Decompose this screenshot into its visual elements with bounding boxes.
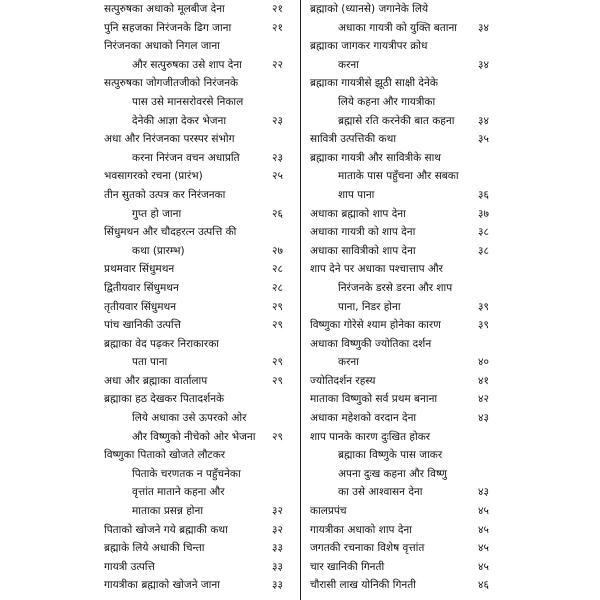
entry-title: ब्रह्मासे रति करनेकी बात कहना [338,114,455,127]
index-entry [310,37,500,56]
entry-page-number: ४५ [478,560,489,573]
entry-title: चार खानिकी गिनती [310,560,385,573]
entry-title: ब्रह्माके लिये अधाकी चिन्ता [104,542,205,555]
index-entry [104,260,294,279]
index-entry [310,446,500,465]
entry-title: ब्रह्माका जागकर गायत्रीपर क्रोध [310,40,428,53]
index-entry [104,74,294,93]
index-entry [310,409,500,428]
index-entry [310,167,500,186]
entry-page-number: २१ [272,3,283,15]
entry-title: विष्णुका गोरेसे श्याम होनेका कारण [310,319,441,332]
index-entry [104,465,294,484]
entry-title: निरंजनका अधाको निगल जाना [104,40,220,53]
index-entry [310,0,500,19]
index-entry [104,37,294,56]
entry-title: द्वितीयवार सिंधुमथन [104,281,179,294]
entry-page-number: २९ [272,430,283,443]
index-entry [104,167,294,186]
index-entry [310,521,500,540]
entry-title: करना [338,356,359,369]
entry-page-number: ३३ [272,560,283,573]
entry-title: करना निरंजन वचन अधाप्रति [132,151,240,164]
entry-title: अपना दुःख कहना और विष्णु [338,467,447,480]
index-entry [104,446,294,465]
index-entry [310,558,500,577]
index-entry [104,521,294,540]
entry-title: कालप्रपंच [310,505,347,518]
index-entry [310,335,500,354]
entry-title: अधाका महेशको वरदान देना [310,412,417,425]
entry-page-number: २८ [272,281,283,294]
entry-title: कथा (प्रारम्भ) [132,244,185,257]
entry-page-number: ३४ [478,114,489,127]
entry-title: गायत्रीका अधाको शाप देना [310,523,412,536]
index-entry [104,279,294,298]
index-entry [104,130,294,149]
entry-page-number: २८ [272,263,283,276]
entry-title: भवसागरको रचना (प्रारंभ) [104,170,203,183]
entry-title: वृत्तांत माताने कहना और [132,486,225,499]
index-entry [104,409,294,428]
entry-title: सत्पुरुषका जोगजीतजीको निरंजनके [104,77,239,90]
entry-title: शाप देने पर अधाका पश्चात्ताप और [310,263,443,276]
entry-title: अधाका गायत्री को शाप देना [310,226,416,239]
index-entry [310,205,500,224]
entry-title: लिये अधाका उसे ऊपरको ओर [132,412,247,425]
entry-page-number: २९ [272,300,283,313]
entry-title: पिताको खोजने गये ब्रह्माकी कथा [104,523,228,536]
entry-page-number: २९ [272,374,283,387]
entry-title: शाप पानके कारण दुःखित होकर [310,430,431,443]
entry-page-number: ४२ [478,393,489,406]
entry-title: अधा और निरंजनका परस्पर संभोग [104,133,235,146]
index-entry [104,242,294,261]
entry-page-number: ४३ [478,486,489,499]
index-entry [104,576,294,595]
index-entry [310,186,500,205]
entry-page-number: ४५ [478,523,489,536]
index-entry [104,502,294,521]
entry-title: पांच खानिकी उत्पत्ति [104,319,181,332]
index-entry [310,223,500,242]
entry-title: विष्णुका पिताको खोजते लौटकर [104,449,226,462]
entry-page-number: ३७ [478,207,489,220]
index-entry [104,390,294,409]
entry-title: माताका प्रसन्न होना [132,505,204,518]
index-entry [310,576,500,595]
index-entry [310,242,500,261]
entry-title: ब्रह्माको (ध्यानसे) जगानेके लिये [310,3,429,15]
index-entry [310,372,500,391]
right-index-column [310,0,500,600]
entry-page-number: ४० [478,356,489,369]
entry-page-number: ४६ [478,579,489,592]
entry-title: सावित्री उत्पत्तिकी कथा [310,133,397,146]
entry-title: तीन सुतको उत्पत्र कर निरंजनका [104,188,226,201]
entry-title: प्रथमवार सिंधुमथन [104,263,175,276]
index-entry [310,539,500,558]
entry-title: ब्रह्माका विष्णुके पास जाकर [338,449,443,462]
index-entry [104,0,294,19]
index-entry [104,56,294,75]
entry-page-number: २३ [272,151,283,164]
index-entry [104,205,294,224]
entry-title: माताके पास पहुँचना और सबका [338,170,459,183]
entry-title: का उसे आश्वासन देना [338,486,423,499]
entry-page-number: ३५ [478,133,489,146]
index-entry [104,112,294,131]
entry-page-number: २७ [272,244,283,257]
entry-title: पास उसे मानसरोवरसे निकाल [132,95,244,108]
entry-title: पता पाना [132,356,168,369]
entry-title: पिताके चरणतक न पहुँचनेका [132,467,241,480]
entry-title: शाप पाना [338,188,375,201]
index-entry [310,316,500,335]
index-entry [104,483,294,502]
entry-title: निरंजनके डरसे डरना और शाप [338,281,453,294]
entry-page-number: २१ [272,21,283,34]
index-entry [310,483,500,502]
index-entry [310,112,500,131]
entry-page-number: २५ [272,170,283,183]
entry-title: अधा और ब्रह्माका वार्तालाप [104,374,208,387]
index-entry [104,539,294,558]
entry-title: देनेकी आज्ञा देकर भेजना [132,114,227,127]
entry-title: करना [338,58,359,71]
index-entry [310,390,500,409]
index-entry [104,93,294,112]
entry-page-number: ३२ [272,505,283,518]
entry-title: लिये कहना और गायत्रीका [338,95,436,108]
entry-page-number: २३ [272,114,283,127]
index-entry [310,428,500,447]
entry-title: पुनि सहजका निरंजनके ढिग जाना [104,21,232,34]
entry-title: और सत्पुरुषका उसे शाप देना [132,58,242,71]
entry-title: गायत्री उत्पत्ति [104,560,155,573]
entry-title: ज्योतिदर्शन रहस्य [310,374,376,387]
index-entry [310,74,500,93]
entry-title: जगतकी रचनाका विशेष वृत्तांत [310,542,425,555]
entry-page-number: ४१ [478,374,489,387]
entry-title: ब्रह्माका गायत्रीसे झूठी साक्षी देनेके [310,77,438,90]
index-entry [310,353,500,372]
entry-title: माताका विष्णुको सर्व प्रथम बनाना [310,393,438,406]
entry-title: अधाका विष्णुकी ज्योतिका दर्शन [310,337,432,350]
index-entry [104,353,294,372]
index-entry [104,316,294,335]
entry-title: अधाका गायत्री को युक्ति बताना [338,21,458,34]
entry-title: गुप्त हो जाना [132,207,182,220]
index-entry [104,186,294,205]
entry-title: सिंधुमथन और चौदहरत्न उत्पत्ति की [104,226,237,239]
index-entry [104,428,294,447]
entry-page-number: ४५ [478,505,489,518]
entry-page-number: २९ [272,319,283,332]
index-entry [310,465,500,484]
index-entry [310,149,500,168]
entry-page-number: ३४ [478,21,489,34]
entry-page-number: २२ [272,58,283,71]
index-entry [310,93,500,112]
entry-page-number: ३३ [272,542,283,555]
index-entry [310,298,500,317]
index-entry [104,19,294,38]
index-entry [104,298,294,317]
entry-title: ब्रह्माका वेद पढ़कर निराकारका [104,337,219,350]
index-entry [310,19,500,38]
entry-page-number: ३८ [478,226,489,239]
entry-page-number: ३६ [478,188,489,201]
entry-title: गायत्रीका ब्रह्माको खोजने जाना [104,579,220,592]
entry-page-number: ३२ [272,523,283,536]
index-entry [310,260,500,279]
entry-page-number: ४३ [478,412,489,425]
entry-page-number: ३३ [272,579,283,592]
entry-title: ब्रह्माका हठ देखकर पितादर्शनके [104,393,225,406]
entry-title: अधाका ब्रह्माको शाप देना [310,207,406,220]
index-entry [104,558,294,577]
index-entry [104,372,294,391]
entry-page-number: ३४ [478,58,489,71]
entry-page-number: ३८ [478,244,489,257]
index-entry [310,502,500,521]
entry-page-number: २६ [272,207,283,220]
entry-title: अधाका सावित्रीको शाप देना [310,244,416,257]
index-entry [104,149,294,168]
entry-title: चौरासी लाख योनिकी गिनती [310,579,416,592]
entry-title: तृतीयवार सिंधुमथन [104,300,177,313]
entry-page-number: ३९ [478,319,489,332]
index-entry [310,279,500,298]
entry-page-number: ४५ [478,542,489,555]
entry-title: और विष्णुको नीचेको ओर भेजना [132,430,256,443]
column-divider [300,0,301,600]
index-entry [104,223,294,242]
left-index-column [104,0,294,600]
entry-title: ब्रह्माका गायत्री और सावित्रीके साथ [310,151,442,164]
entry-page-number: ३९ [478,300,489,313]
entry-title: सत्पुरुषका अधाको मूलबीज देना [104,3,225,15]
index-entry [104,335,294,354]
index-entry [310,130,500,149]
entry-page-number: २९ [272,356,283,369]
index-entry [310,56,500,75]
entry-title: पाना, निडर होना [338,300,401,313]
